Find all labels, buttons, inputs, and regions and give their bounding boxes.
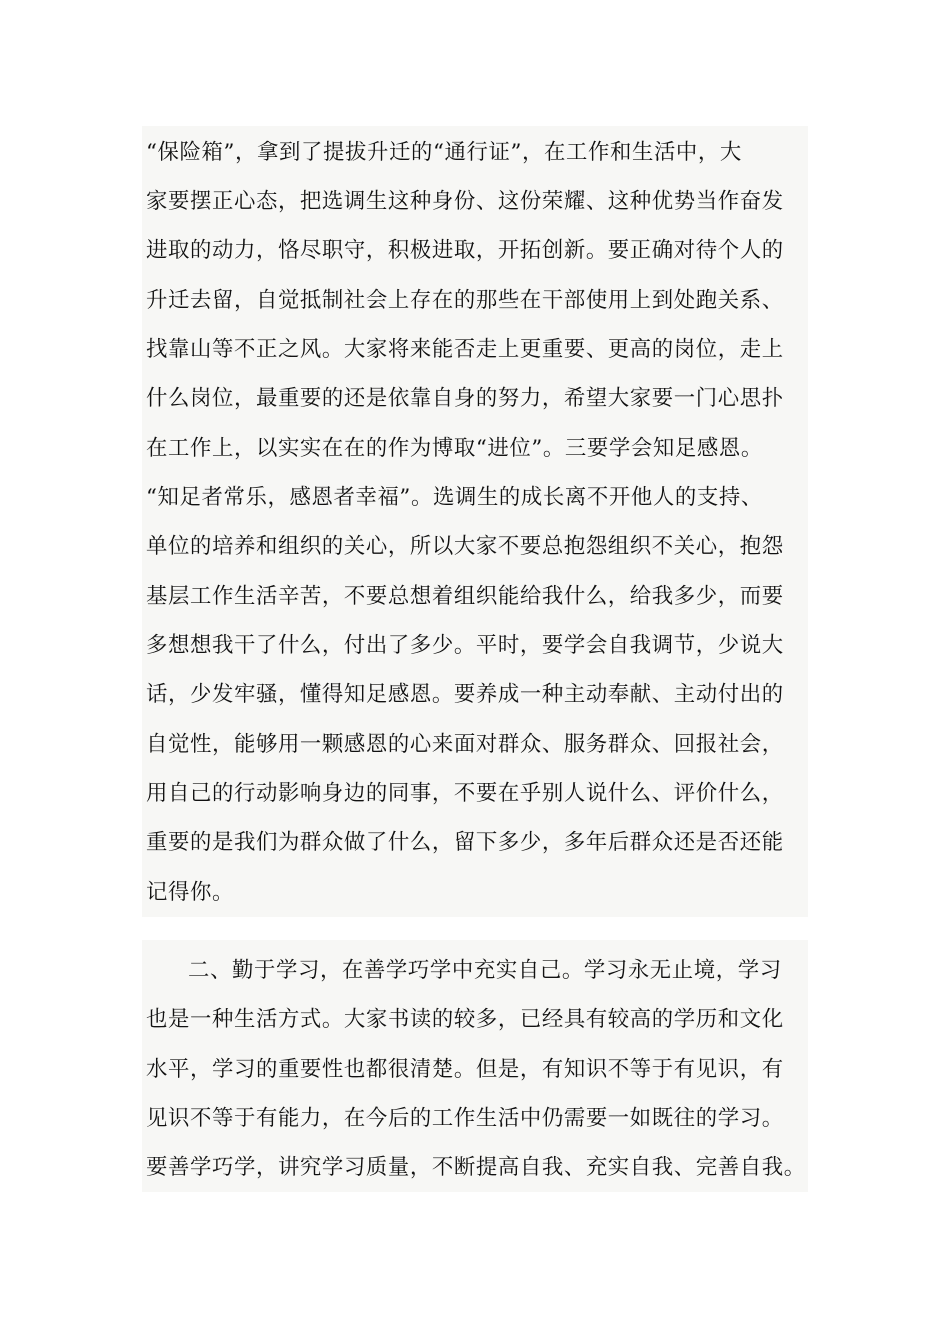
paragraph-line: “保险箱”，拿到了提拔升迁的“通行证”，在工作和生活中，大: [146, 140, 742, 165]
paragraph-line: 什么岗位，最重要的还是依靠自身的努力，希望大家要一门心思扑: [146, 386, 784, 411]
paragraph-line: 进取的动力，恪尽职守，积极进取，开拓创新。要正确对待个人的: [146, 238, 784, 263]
paragraph-line: 见识不等于有能力，在今后的工作生活中仍需要一如既往的学习。: [146, 1106, 784, 1131]
paragraph-line: 基层工作生活辛苦，不要总想着组织能给我什么，给我多少，而要: [146, 584, 784, 609]
paragraph-line: 多想想我干了什么，付出了多少。平时，要学会自我调节，少说大: [146, 633, 784, 658]
paragraph-line: 要善学巧学，讲究学习质量，不断提高自我、充实自我、完善自我。: [146, 1155, 806, 1180]
paragraph-line: 用自己的行动影响身边的同事，不要在乎别人说什么、评价什么，: [146, 781, 784, 806]
paragraph-line: 二、勤于学习，在善学巧学中充实自己。学习永无止境，学习: [188, 958, 782, 983]
paragraph-line: 话，少发牢骚，懂得知足感恩。要养成一种主动奉献、主动付出的: [146, 682, 784, 707]
paragraph-line: 自觉性，能够用一颗感恩的心来面对群众、服务群众、回报社会，: [146, 732, 784, 757]
paragraph-line: 重要的是我们为群众做了什么，留下多少，多年后群众还是否还能: [146, 830, 784, 855]
paragraph-line: 单位的培养和组织的关心，所以大家不要总抱怨组织不关心，抱怨: [146, 534, 784, 559]
paragraph-line: 在工作上，以实实在在的作为博取“进位”。三要学会知足感恩。: [146, 436, 763, 461]
paragraph-line: 记得你。: [146, 880, 234, 905]
paragraph-2: [142, 940, 808, 1192]
paragraph-line: 升迁去留，自觉抵制社会上存在的那些在干部使用上到处跑关系、: [146, 288, 784, 313]
paragraph-line: 找靠山等不正之风。大家将来能否走上更重要、更高的岗位，走上: [146, 337, 784, 362]
paragraph-1: [142, 126, 808, 917]
paragraph-line: “知足者常乐，感恩者幸福”。选调生的成长离不开他人的支持、: [146, 485, 763, 510]
paragraph-line: 水平，学习的重要性也都很清楚。但是，有知识不等于有见识，有: [146, 1057, 784, 1082]
paragraph-line: 也是一种生活方式。大家书读的较多，已经具有较高的学历和文化: [146, 1007, 784, 1032]
paragraph-line: 家要摆正心态，把选调生这种身份、这份荣耀、这种优势当作奋发: [146, 189, 784, 214]
